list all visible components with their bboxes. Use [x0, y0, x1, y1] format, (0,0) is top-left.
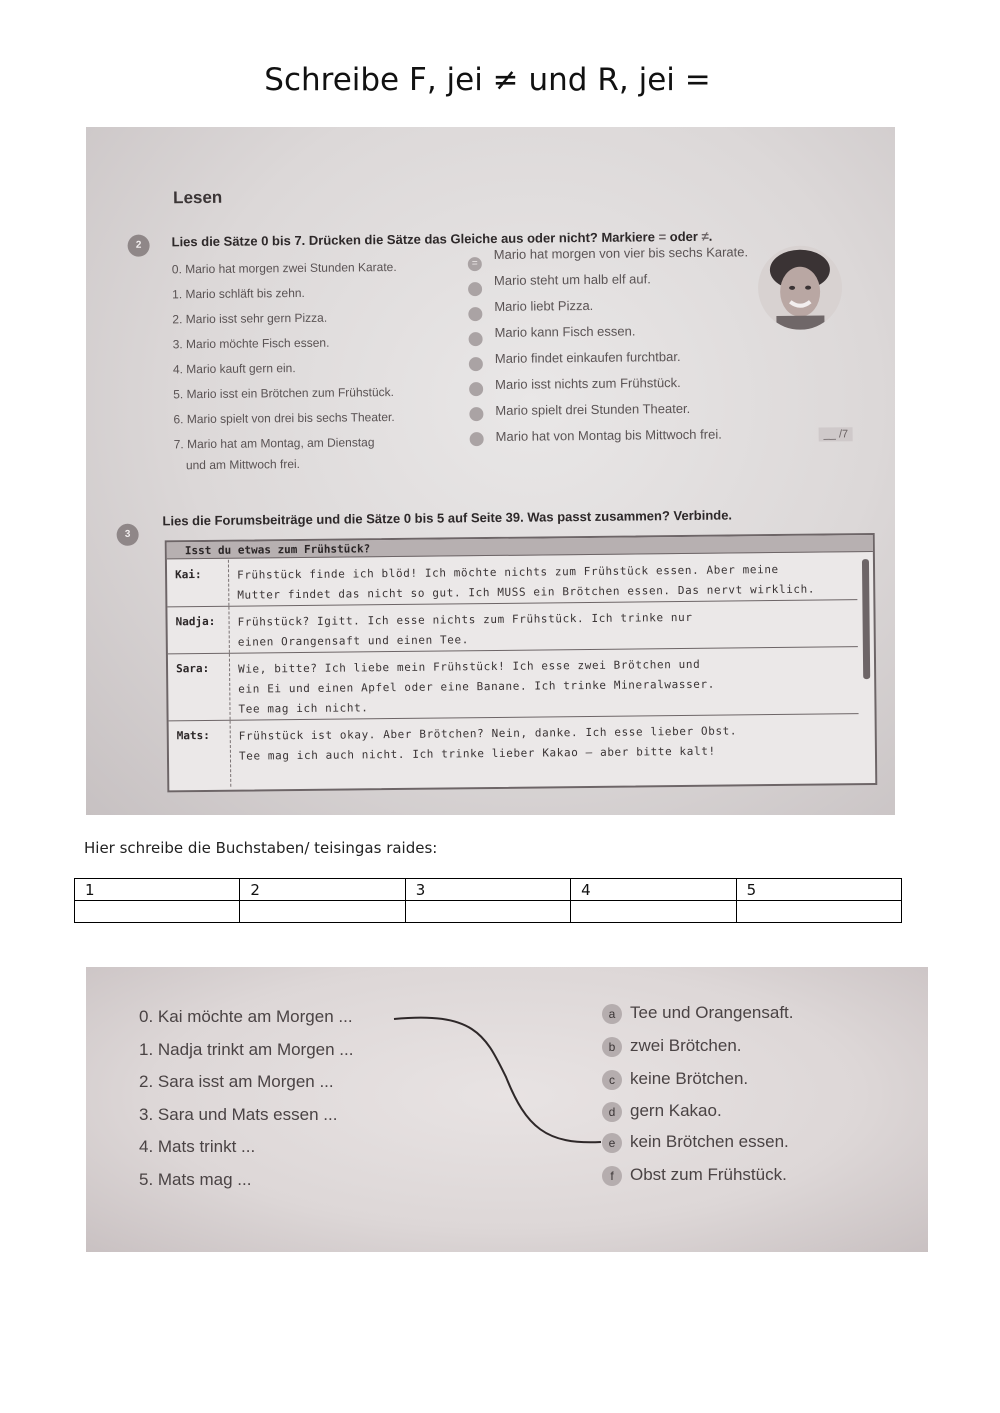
match-right-b: zwei Brötchen. [630, 1036, 742, 1055]
forum-post-sara [168, 647, 859, 721]
left-statement-2: 2. Mario isst sehr gern Pizza. [172, 310, 328, 327]
forum-post-text [238, 653, 857, 719]
or-word: oder [669, 228, 699, 245]
match-left-5: 5. Mats mag ... [139, 1170, 252, 1189]
left-statement-1: 1. Mario schläft bis zehn. [172, 285, 305, 302]
match-left-0: 0. Kai möchte am Morgen ... [139, 1007, 353, 1026]
answer-header-4: 4 [571, 879, 736, 901]
forum-post-line: Tee mag ich nicht. [238, 701, 369, 716]
match-left-4: 4. Mats trinkt ... [139, 1137, 256, 1156]
instruction-period: . [708, 228, 713, 244]
right-statement-0: Mario hat morgen von vier bis sechs Karate. [493, 244, 749, 262]
match-right-d: gern Kakao. [630, 1101, 722, 1120]
forum-post-author: Sara: [168, 654, 231, 721]
option-letter-e: e [602, 1133, 622, 1153]
answer-bullet-4[interactable] [469, 357, 483, 371]
right-statement-4: Mario findet einkaufen furchtbar. [494, 349, 681, 366]
match-right-c: keine Brötchen. [630, 1069, 749, 1088]
answer-cell-3[interactable] [405, 901, 570, 923]
option-letter-d: d [602, 1102, 622, 1122]
unequal-symbol: ≠ [701, 228, 709, 244]
answer-header-3: 3 [405, 879, 570, 901]
right-statement-5: Mario isst nichts zum Frühstück. [495, 375, 681, 392]
forum-post-author: Mats: [169, 721, 232, 788]
answer-bullet-5[interactable] [469, 382, 483, 396]
exercise-number-2: 2 [128, 235, 150, 257]
forum-post-text [237, 559, 855, 605]
exercise2-instruction-text: Lies die Sätze 0 bis 7. Drücken die Sätze das Gleiche aus oder nicht? Markiere [171, 229, 655, 250]
left-statement-5: 5. Mario isst ein Brötchen zum Frühstück. [173, 385, 394, 402]
answer-cell-4[interactable] [571, 901, 736, 923]
left-statement-7-continued: und am Mittwoch frei. [185, 456, 301, 473]
answer-bullet-7[interactable] [470, 432, 484, 446]
right-statement-7: Mario hat von Montag bis Mittwoch frei. [495, 426, 722, 444]
left-statement-0: 0. Mario hat morgen zwei Stunden Karate. [171, 259, 397, 277]
answer-header-1: 1 [75, 879, 240, 901]
exercise3-instruction: Lies die Forumsbeiträge und die Sätze 0 bis 5 auf Seite 39. Was passt zusammen? Verbinde. [162, 507, 733, 529]
forum-post-line: einen Orangensaft und einen Tee. [237, 633, 469, 649]
match-left-3: 3. Sara und Mats essen ... [139, 1105, 338, 1124]
right-statement-3: Mario kann Fisch essen. [494, 323, 636, 340]
answer-bullet-1[interactable] [468, 282, 482, 296]
equal-symbol: = [658, 229, 667, 245]
forum-post-line: Frühstück ist okay. Aber Brötchen? Nein, danke. Ich esse lieber Obst. [238, 724, 738, 743]
answer-table [74, 878, 902, 923]
answer-cell-1[interactable] [75, 901, 240, 923]
right-statement-6: Mario spielt drei Stunden Theater. [495, 400, 691, 418]
left-statement-6: 6. Mario spielt von drei bis sechs Theater. [173, 410, 395, 427]
answer-bullet-0: = [468, 257, 482, 271]
answer-bullet-3[interactable] [469, 332, 483, 346]
match-right-e: kein Brötchen essen. [630, 1132, 789, 1151]
forum-post-line: Mutter findet das nicht so gut. Ich MUSS ein Brötchen essen. Das nervt wirklich. [237, 582, 816, 602]
section-heading-lesen: Lesen [173, 187, 223, 208]
match-left-2: 2. Sara isst am Morgen ... [139, 1072, 334, 1091]
left-statement-3: 3. Mario möchte Fisch essen. [172, 335, 330, 352]
match-right-f: Obst zum Frühstück. [630, 1165, 787, 1184]
answer-table-input-row [75, 901, 902, 923]
worksheet-title: Schreibe F, jei ≠ und R, jei = [264, 62, 711, 98]
forum-post-line: Frühstück finde ich blöd! Ich möchte nichts zum Frühstück essen. Aber meine [237, 562, 779, 582]
left-statement-4: 4. Mario kauft gern ein. [172, 361, 296, 377]
match-connector-line [86, 967, 928, 1252]
forum-box [165, 533, 878, 792]
match-right-a: Tee und Orangensaft. [630, 1003, 794, 1022]
forum-post-text [237, 606, 855, 652]
score-field: __ /7 [819, 427, 854, 441]
forum-post-line: ein Ei und einen Apfel oder eine Banane. Ich trinke Mineralwasser. [238, 677, 716, 696]
forum-post-line: Tee mag ich auch nicht. Ich trinke lieber Kakao – aber bitte kalt! [238, 744, 716, 763]
textbook-photo-exercises [86, 127, 895, 815]
answer-cell-5[interactable] [736, 901, 901, 923]
right-statement-2: Mario liebt Pizza. [494, 297, 594, 314]
forum-scrollbar[interactable] [862, 559, 870, 679]
answer-table-header-row [75, 879, 902, 901]
answer-header-2: 2 [240, 879, 405, 901]
forum-post-nadja [167, 600, 857, 654]
mario-portrait-photo [758, 245, 843, 330]
forum-post-text [239, 720, 857, 766]
mario-face-icon [758, 245, 843, 330]
answer-cell-2[interactable] [240, 901, 405, 923]
right-statement-1: Mario steht um halb elf auf. [493, 271, 651, 288]
option-letter-c: c [602, 1070, 622, 1090]
option-letter-b: b [602, 1037, 622, 1057]
exercise-number-3: 3 [117, 524, 139, 546]
answer-header-5: 5 [736, 879, 901, 901]
forum-title: Isst du etwas zum Frühstück? [167, 535, 873, 559]
answer-instruction: Hier schreibe die Buchstaben/ teisingas raides: [84, 839, 438, 857]
forum-post-mats [169, 714, 860, 787]
option-letter-a: a [602, 1004, 622, 1024]
forum-post-author: Nadja: [167, 607, 229, 654]
forum-post-line: Wie, bitte? Ich liebe mein Frühstück! Ich esse zwei Brötchen und [237, 657, 701, 676]
textbook-photo-matching [86, 967, 928, 1252]
left-statement-7: 7. Mario hat am Montag, am Dienstag [173, 435, 375, 452]
forum-post-kai [167, 553, 857, 607]
forum-post-line: Frühstück? Igitt. Ich esse nichts zum Frühstück. Ich trinke nur [237, 610, 693, 629]
option-letter-f: f [602, 1166, 622, 1186]
answer-bullet-2[interactable] [468, 307, 482, 321]
match-left-1: 1. Nadja trinkt am Morgen ... [139, 1040, 354, 1059]
answer-bullet-6[interactable] [469, 407, 483, 421]
forum-post-author: Kai: [167, 560, 229, 607]
